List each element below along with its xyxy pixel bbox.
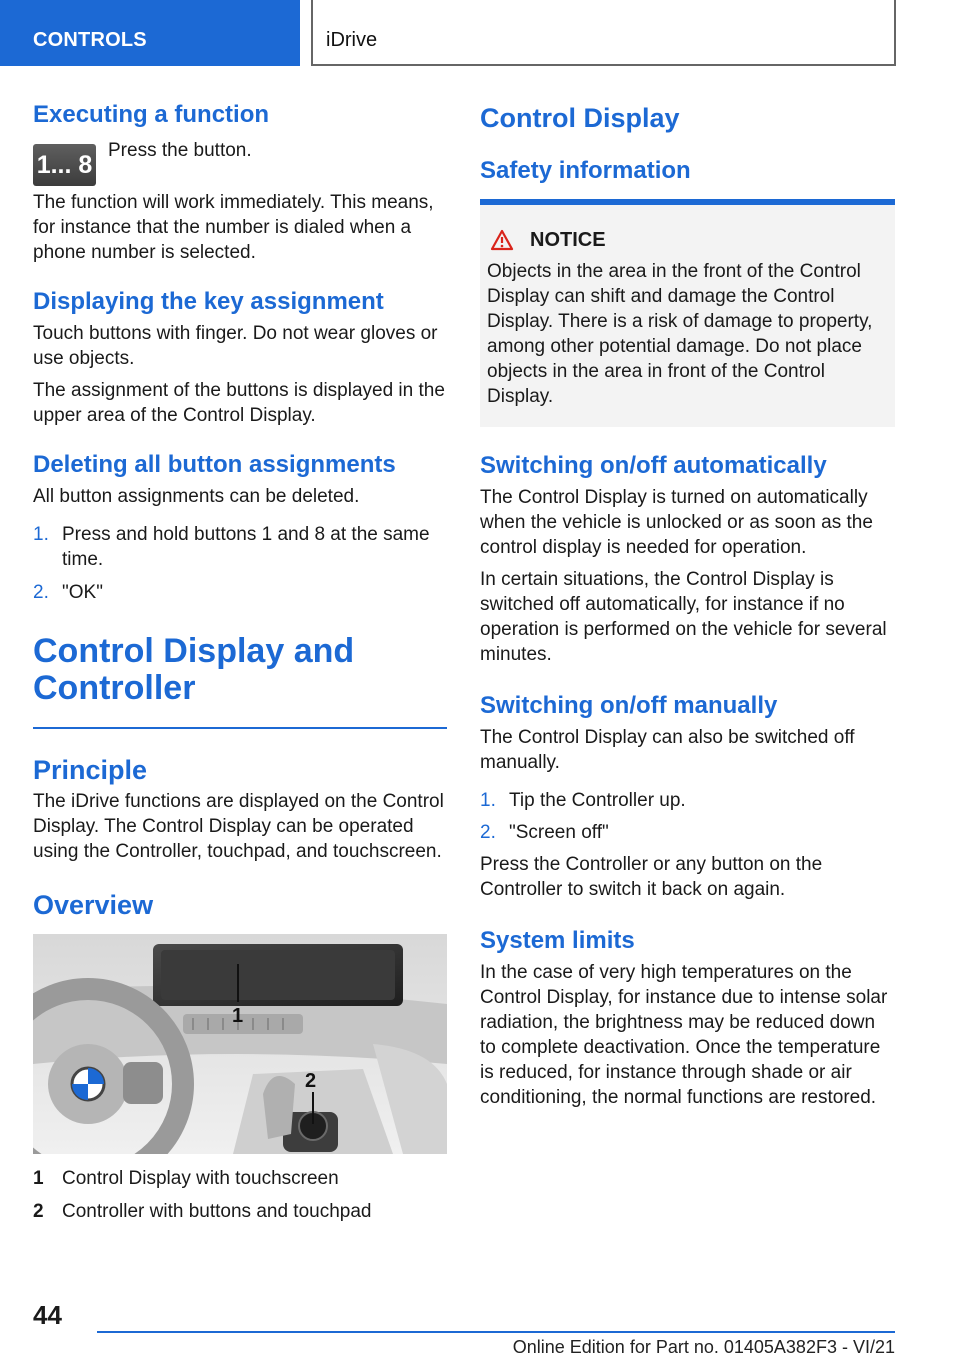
deleting-steps (33, 522, 447, 605)
list-item: 2. "Screen off" (480, 822, 609, 843)
page-number: 44 (33, 1300, 62, 1330)
heading-auto: Switching on/off automatically (480, 452, 827, 479)
chapter-rule (33, 727, 447, 729)
list-item: 1. Tip the Controller up. (480, 790, 686, 811)
page-header (0, 0, 960, 66)
list-item: 2 Controller with buttons and touchpad (33, 1201, 372, 1222)
right-column (480, 100, 895, 1110)
heading-safety: Safety information (480, 157, 691, 184)
chapter-title: Control Display and Controller (33, 632, 355, 707)
list-item: 2. "OK" (33, 582, 103, 603)
press-text: Press the button. (108, 140, 252, 161)
figure-marker-1: 1 (232, 1005, 244, 1027)
auto-p2: In certain situations, the Control Display is switched off automatically, for instance if no operation is performed on the vehicle for several minutes. (480, 569, 887, 665)
manual-intro: The Control Display can also be switched off manually. (480, 727, 855, 773)
overview-illustration (33, 934, 447, 1154)
notice-header (487, 227, 883, 253)
list-item: 1. Press and hold buttons 1 and 8 at the same time. (33, 524, 430, 570)
heading-limits: System limits (480, 927, 635, 954)
heading-overview: Overview (33, 890, 154, 920)
principle-body: The iDrive functions are displayed on the Control Display. The Control Display can be operated using the Controller, touchpad, and touchscreen. (33, 791, 444, 862)
heading-deleting: Deleting all button assignments (33, 451, 396, 478)
key-1-8-icon: 1... 8 (33, 144, 96, 186)
heading-principle: Principle (33, 755, 148, 785)
figure-marker-2: 2 (305, 1070, 317, 1092)
manual-steps (480, 788, 895, 845)
displaying-p2: The assignment of the buttons is displayed in the upper area of the Control Display. (33, 380, 445, 426)
heading-displaying: Displaying the key assignment (33, 288, 384, 315)
footer-rule (97, 1331, 895, 1333)
heading-executing: Executing a function (33, 101, 270, 128)
notice-text: Objects in the area in the front of the Control Display can shift and damage the Control Display. There is a risk of damage to property, among other potential damage. Do not place objects in the area in front of the Control Display. (487, 261, 873, 407)
key-row (33, 140, 447, 186)
left-column (33, 100, 447, 1224)
displaying-p1: Touch buttons with finger. Do not wear gloves or use objects. (33, 323, 438, 369)
list-item: 1 Control Display with touchscreen (33, 1168, 339, 1189)
section-tab: CONTROLS (0, 0, 300, 66)
topic-tab: iDrive (311, 0, 896, 66)
heading-manual: Switching on/off manually (480, 692, 778, 719)
limits-body: In the case of very high temperatures on the Control Display, for instance due to intense solar radiation, the brightness may be reduced down to complete deactivation. Once the temperature is reduced, for instance through shade or air conditioning, the normal functions are restored. (480, 962, 888, 1108)
notice-label: NOTICE (530, 229, 606, 251)
auto-p1: The Control Display is turned on automatically when the vehicle is unlocked or as soon as the control display is needed for operation. (480, 487, 873, 558)
warning-triangle-icon (490, 229, 514, 251)
section-title-control-display: Control Display (480, 103, 680, 133)
executing-body: The function will work immediately. This means, for instance that the number is dialed when a phone number is selected. (33, 192, 434, 263)
notice-box (480, 205, 895, 427)
manual-outro: Press the Controller or any button on the Controller to switch it back on again. (480, 854, 823, 900)
deleting-intro: All button assignments can be deleted. (33, 486, 360, 507)
figure-callouts (33, 1166, 447, 1224)
edition-text: Online Edition for Part no. 01405A382F3 - VI/21 (512, 1337, 895, 1357)
